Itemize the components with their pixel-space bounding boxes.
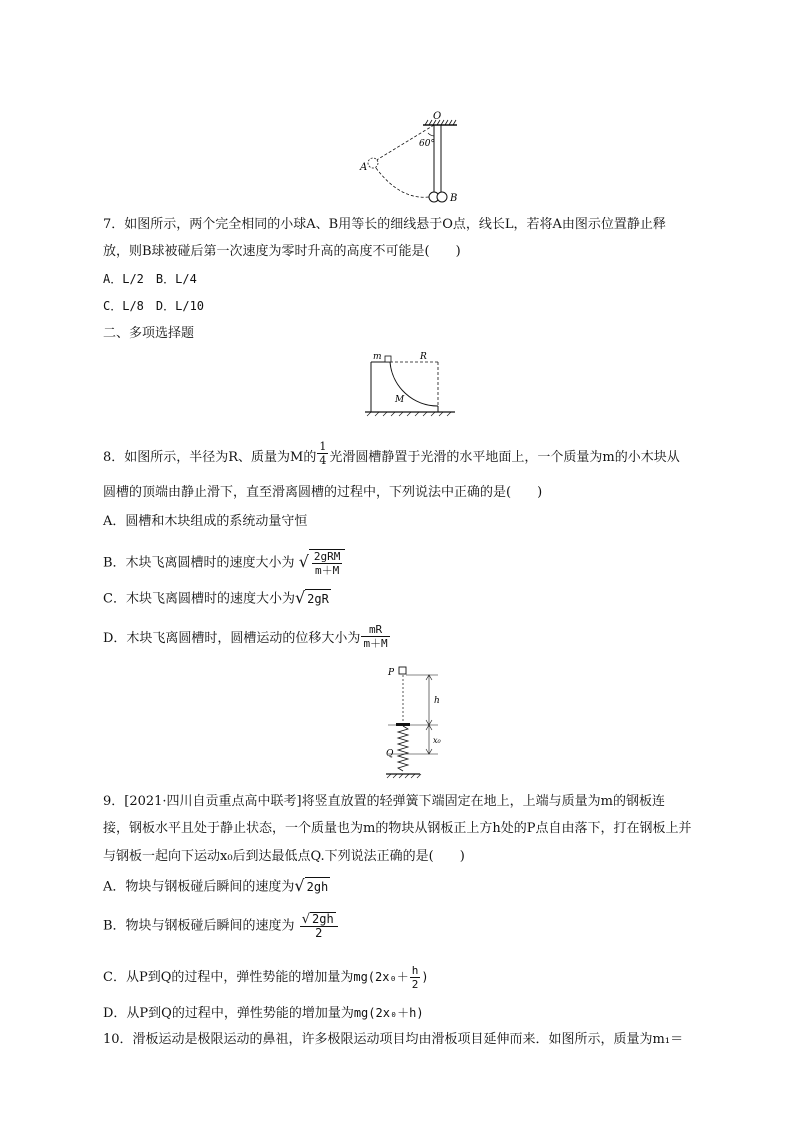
q9-line-2: 接，钢板水平且处于静止状态，一个质量也为m的物块从钢板正上方h处的P点自由落下，打在钢板上并	[103, 821, 692, 836]
q7-line-2: 放，则B球被碰后第一次速度为零时升高的高度不可能是( )	[103, 244, 461, 259]
q9-line-1: 9．[2021·四川自贡重点高中联考]将竖直放置的轻弹簧下端固定在地上，上端与质量为m的钢板连	[103, 794, 665, 809]
q7-line-1: 7．如图所示，两个完全相同的小球A、B用等长的细线悬于O点，线长L，若将A由图示位置静止释	[103, 217, 666, 232]
fig9-label-q: Q	[386, 749, 394, 759]
section-heading-multiple-choice: 二、多项选择题	[103, 326, 195, 341]
q8-line-1-end: 光滑圆槽静置于光滑的水平地面上，一个质量为m的小木块从	[329, 450, 680, 465]
q8-option-a: A．圆槽和木块组成的系统动量守恒	[103, 514, 308, 529]
sqrt-expression: √ 2gR	[294, 588, 329, 607]
fig8-label-mass: M	[395, 395, 405, 405]
figure-q8-circular-groove	[365, 350, 455, 420]
q9-line-3: 与钢板一起向下运动x₀后到达最低点Q.下列说法正确的是( )	[103, 849, 465, 864]
q8-option-d: D．木块飞离圆槽时，圆槽运动的位移大小为 $\frac{mR}{m+M}$	[103, 623, 388, 650]
q10-line-1: 10．滑板运动是极限运动的鼻祖，许多极限运动项目均由滑板项目延伸而来．如图所示，质量为m₁＝	[103, 1032, 684, 1047]
one-quarter-fraction: $\frac{1}{4}$	[319, 440, 327, 467]
fig8-label-r: R	[420, 352, 427, 362]
fig7-label-a: A	[360, 162, 368, 173]
sqrt-expression: √ 2gh	[294, 876, 329, 895]
q9-option-a: A．物块与钢板碰后瞬间的速度为√ 2gh	[103, 876, 329, 895]
q8-line-2: 圆槽的顶端由静止滑下，直至滑离圆槽的过程中，下列说法中正确的是( )	[103, 485, 543, 500]
sqrt-expression: √ $\frac{\text{2gRM}}{m+M}$	[299, 549, 346, 577]
fig8-label-m: m	[373, 352, 382, 362]
q8-line-1-start: 8．如图所示，半径为R、质量为M的	[103, 450, 317, 465]
q7-options-ab: A．L/2 B．L/4	[103, 272, 197, 286]
figure-q7-pendulum	[355, 108, 465, 208]
fig9-label-p: P	[388, 668, 395, 678]
fraction-expression: $\frac{√ 2gh}{2}$	[300, 912, 338, 940]
fig7-angle: 60°	[419, 139, 435, 149]
figure-q9-spring-plate	[378, 663, 460, 785]
fig7-label-b: B	[450, 193, 458, 204]
q8-option-c: C．木块飞离圆槽时的速度大小为√ 2gR	[103, 588, 329, 607]
q9-option-b: B．物块与钢板碰后瞬间的速度为 $\frac{√ 2gh}{2}$	[103, 912, 339, 940]
q8-option-b: B．木块飞离圆槽时的速度大小为 √ $\frac{\text{2gRM}}{m+M}$	[103, 549, 345, 577]
fraction-expression: $\frac{mR}{m+M}$	[363, 623, 388, 650]
fig7-label-o: O	[433, 111, 442, 122]
q9-option-c: C．从P到Q的过程中，弹性势能的增加量为mg(2x₀＋ $\frac{h}{2}$ )	[103, 964, 429, 991]
fraction-expression: $\frac{h}{2}$	[411, 964, 419, 991]
q7-options-cd: C．L/8 D．L/10	[103, 299, 205, 313]
fig9-label-x0: x₀	[433, 736, 441, 745]
q8-line-1	[103, 440, 680, 471]
q9-option-d: D．从P到Q的过程中，弹性势能的增加量为mg(2x₀＋h)	[103, 1006, 424, 1021]
fig9-label-h: h	[434, 696, 440, 706]
